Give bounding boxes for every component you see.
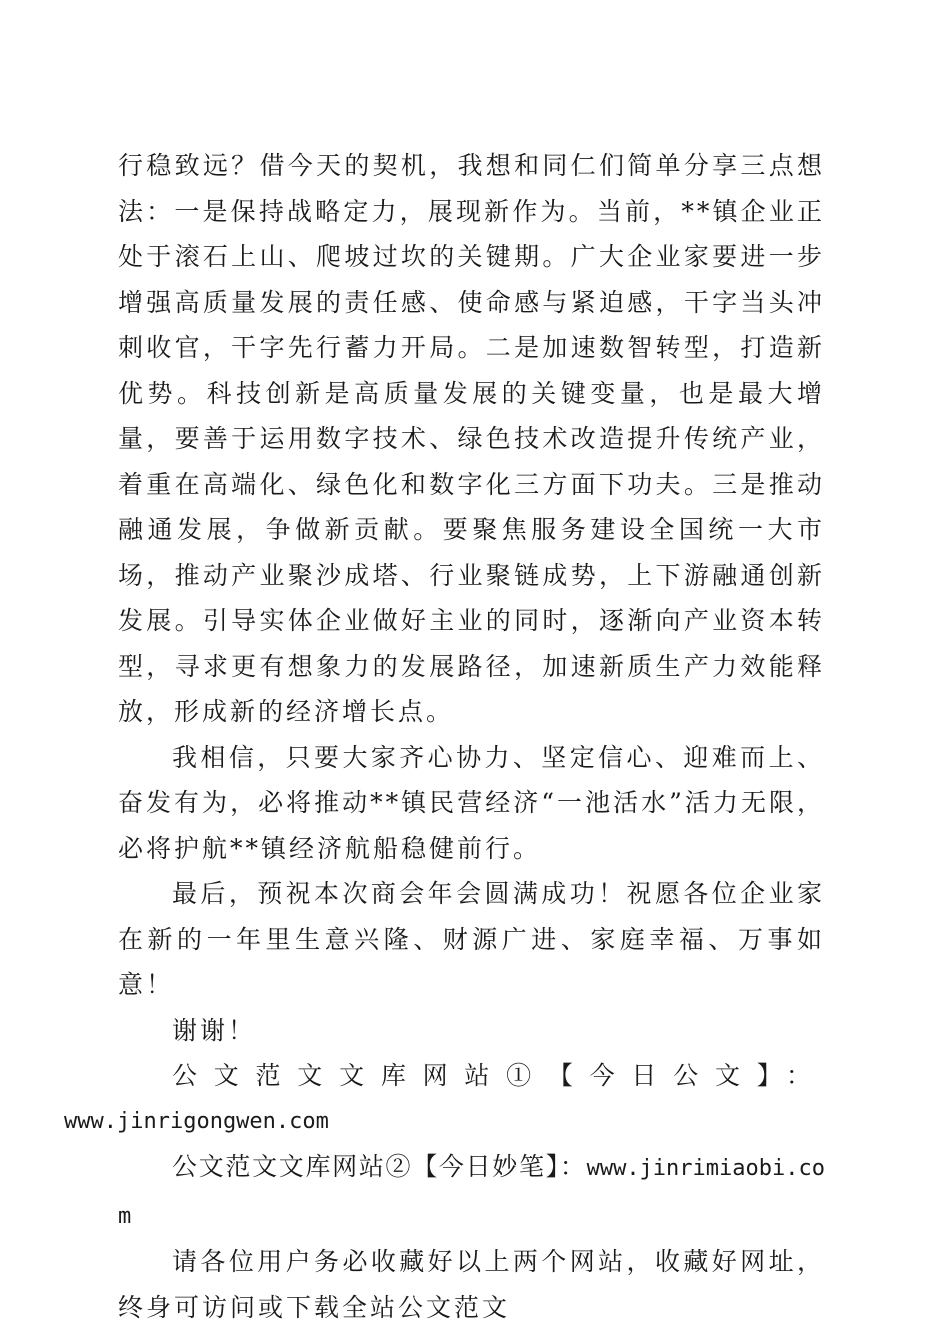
- site-2-label: 公文范文文库网站②【今日妙笔】：: [172, 1152, 587, 1181]
- paragraph-thanks: 谢谢！: [172, 1015, 257, 1045]
- paragraph-notice: 请各位用户务必收藏好以上两个网站，收藏好网址，终身可访问或下载全站公文范文: [118, 1247, 825, 1322]
- paragraph-site-1: [64, 1053, 825, 1144]
- paragraph-wishes: 最后，预祝本次商会年会圆满成功！祝愿各位企业家在新的一年里生意兴隆、财源广进、家庭幸福、万事如意！: [118, 879, 825, 999]
- paragraph-strategy: 行稳致远？借今天的契机，我想和同仁们简单分享三点想法：一是保持战略定力，展现新作为。当前，**镇企业正处于滚石上山、爬坡过坎的关键期。广大企业家要进一步增强高质量发展的责任感、使命感与紧迫感，干字当头冲刺收官，干字先行蓄力开局。二是加速数智转型，打造新优势。科技创新是高质量发展的关键变量，也是最大增量，要善于运用数字技术、绿色技术改造提升传统产业，着重在高端化、绿色化和数字化三方面下功夫。三是推动融通发展，争做新贡献。要聚焦服务建设全国统一大市场，推动产业聚沙成塔、行业聚链成势，上下游融通创新发展。引导实体企业做好主业的同时，逐渐向产业资本转型，寻求更有想象力的发展路径，加速新质生产力效能释放，形成新的经济增长点。: [118, 151, 825, 726]
- site-2-url: www.jinrimiaobi.com: [118, 1156, 825, 1229]
- paragraph-site-2: [118, 1144, 825, 1239]
- site-1-label: 公文范文文库网站①【今日公文】：: [172, 1061, 825, 1090]
- paragraph-confidence: 我相信，只要大家齐心协力、坚定信心、迎难而上、奋发有为，必将推动**镇民营经济“一池活水”活力无限，必将护航**镇经济航船稳健前行。: [118, 742, 825, 863]
- site-1-url: www.jinrigongwen.com: [64, 1108, 329, 1134]
- document-body: [64, 143, 825, 1330]
